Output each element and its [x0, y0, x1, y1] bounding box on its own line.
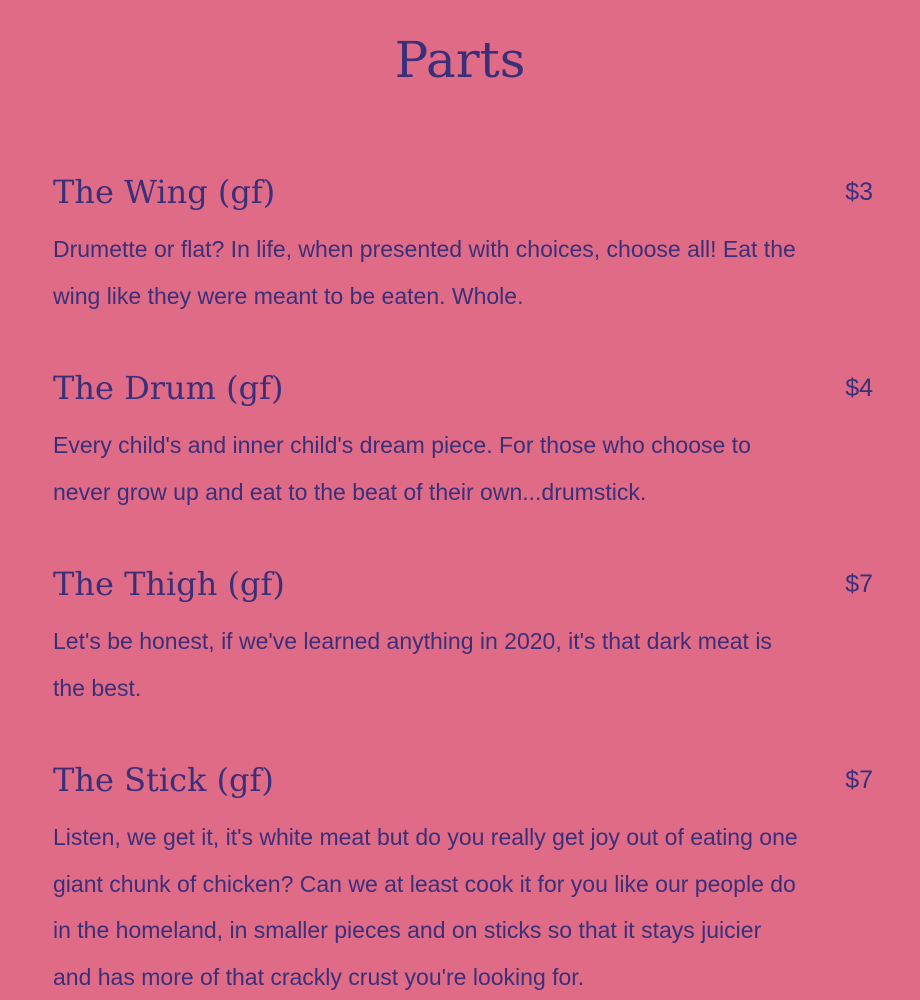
item-price: $4 [845, 374, 873, 402]
item-name: The Thigh (gf) [53, 565, 285, 603]
item-name: The Drum (gf) [53, 369, 284, 407]
item-name: The Stick (gf) [53, 761, 274, 799]
item-price: $7 [845, 766, 873, 794]
item-description: Every child's and inner child's dream piece. For those who choose to never grow up and eat to the beat of their own...drumstick. [53, 432, 751, 505]
item-price: $3 [845, 178, 873, 206]
menu-item-wing [53, 172, 873, 319]
page-title: Parts [394, 31, 526, 89]
menu-item-thigh [53, 564, 873, 711]
item-description: Let's be honest, if we've learned anything in 2020, it's that dark meat is the best. [53, 628, 772, 701]
item-name: The Wing (gf) [53, 173, 276, 211]
item-price: $7 [845, 570, 873, 598]
item-description: Listen, we get it, it's white meat but do you really get joy out of eating one giant chunk of chicken? Can we at least cook it for you like our people do in the homeland, in smaller pieces and on sticks so that it stays juicier and has more of that crackly crust you're looking for. [53, 824, 798, 990]
menu-item-drum [53, 368, 873, 515]
item-description: Drumette or flat? In life, when presented with choices, choose all! Eat the wing like they were meant to be eaten. Whole. [53, 236, 796, 309]
menu-item-stick [53, 760, 873, 1000]
